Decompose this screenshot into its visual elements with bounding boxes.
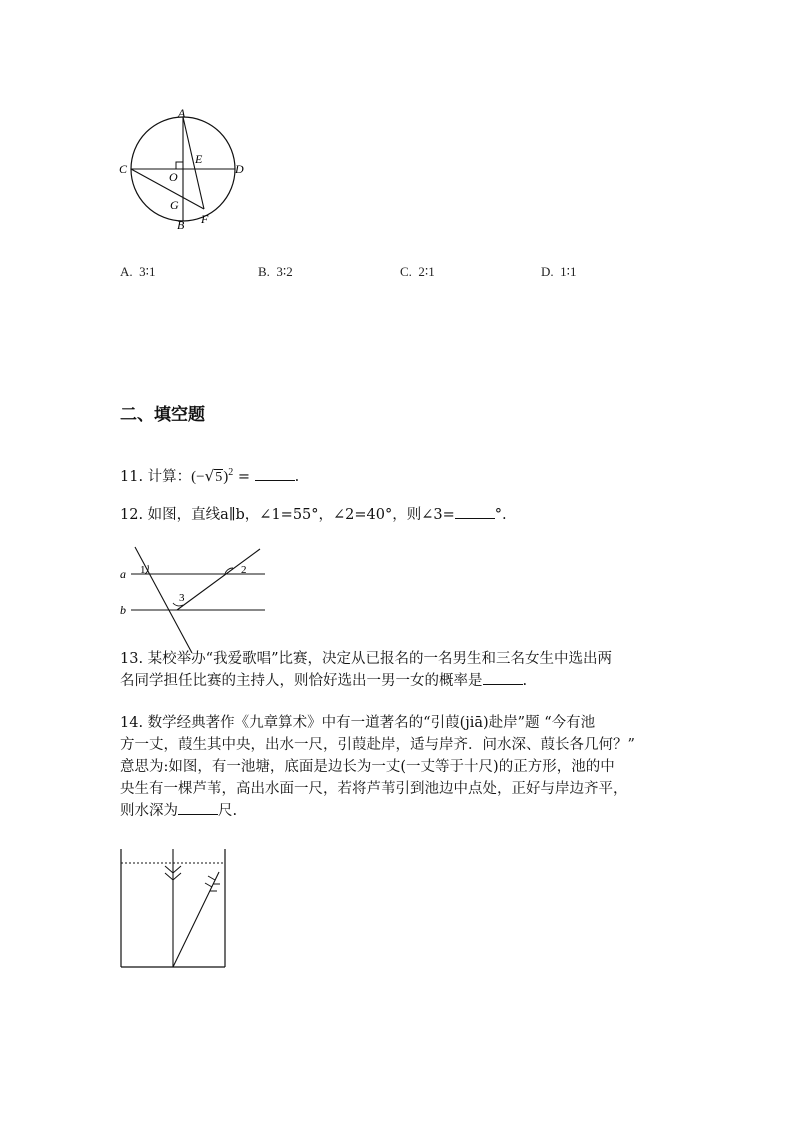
section-title: 二、填空题: [120, 405, 205, 425]
q11-exponent: 2: [228, 467, 234, 478]
label-e: E: [195, 152, 203, 166]
q11-answer-blank[interactable]: [255, 466, 295, 481]
label-angle-2: 2: [241, 564, 247, 576]
label-angle-1: 1: [140, 564, 146, 576]
question-13: [120, 648, 612, 692]
q13-suffix: .: [522, 673, 528, 689]
label-f: F: [201, 212, 209, 226]
option-b-text: 3∶2: [276, 264, 293, 279]
q14-line-5-suffix: 尺.: [218, 803, 238, 819]
q14-answer-blank[interactable]: [178, 800, 218, 815]
q12-suffix: °.: [494, 507, 507, 523]
q14-line-5-text: 则水深为: [120, 803, 178, 819]
option-d-letter: D.: [541, 264, 554, 279]
option-a-letter: A.: [120, 264, 133, 279]
q14-line-3: 意思为:如图，有一池塘，底面是边长为一丈(一丈等于十尺)的正方形，池的中: [120, 759, 615, 775]
q11-expr-close: ): [223, 468, 229, 485]
option-c[interactable]: [400, 264, 435, 280]
option-b[interactable]: [258, 264, 293, 280]
label-angle-3: 3: [179, 592, 185, 604]
label-o: O: [169, 170, 178, 184]
label-line-a: a: [120, 567, 126, 581]
q14-line-2: 方一丈，葭生其中央，出水一尺，引葭赴岸，适与岸齐．问水深、葭长各几何？”: [120, 737, 635, 753]
circle-figure: [115, 105, 255, 235]
q14-line-1: 14. 数学经典著作《九章算术》中有一道著名的“引葭(jiā)赴岸”题 “今有池: [120, 715, 596, 731]
label-d: D: [235, 162, 244, 176]
q11-radicand: 5: [215, 469, 223, 485]
question-14: [120, 712, 635, 822]
label-c: C: [119, 162, 128, 176]
q11-expr-open: (−: [191, 468, 205, 485]
option-d-text: 1∶1: [560, 264, 577, 279]
option-a-text: 3∶1: [139, 264, 156, 279]
q13-line-2-text: 名同学担任比赛的主持人，则恰好选出一男一女的概率是: [120, 673, 483, 689]
q13-line-1: 13. 某校举办“我爱歌唱”比赛，决定从已报名的一名男生和三名女生中选出两: [120, 651, 612, 667]
q11-prefix: 计算：: [147, 468, 192, 485]
label-line-b: b: [120, 603, 126, 617]
option-c-letter: C.: [400, 264, 412, 279]
label-a: A: [178, 106, 186, 120]
label-b: B: [177, 218, 185, 232]
option-d[interactable]: [541, 264, 577, 280]
label-g: G: [170, 198, 179, 212]
option-a[interactable]: [120, 264, 156, 280]
question-11: [120, 462, 299, 489]
q13-line-2: [120, 670, 612, 692]
q11-equals: =: [237, 468, 250, 485]
option-c-text: 2∶1: [418, 264, 435, 279]
q11-suffix: .: [294, 468, 300, 485]
question-12: [120, 504, 507, 526]
q14-line-5: [120, 800, 635, 822]
pond-reed-figure: [115, 843, 235, 973]
q11-number: 11.: [120, 468, 144, 485]
q13-answer-blank[interactable]: [483, 670, 523, 685]
q12-answer-blank[interactable]: [455, 504, 495, 519]
sqrt-icon: √: [204, 466, 215, 485]
option-b-letter: B.: [258, 264, 270, 279]
parallel-lines-figure: [115, 543, 275, 655]
q14-line-4: 央生有一棵芦苇，高出水面一尺，若将芦苇引到池边中点处，正好与岸边齐平，: [120, 781, 628, 797]
q12-text: 12. 如图，直线a∥b，∠1=55°，∠2=40°，则∠3=: [120, 507, 455, 523]
